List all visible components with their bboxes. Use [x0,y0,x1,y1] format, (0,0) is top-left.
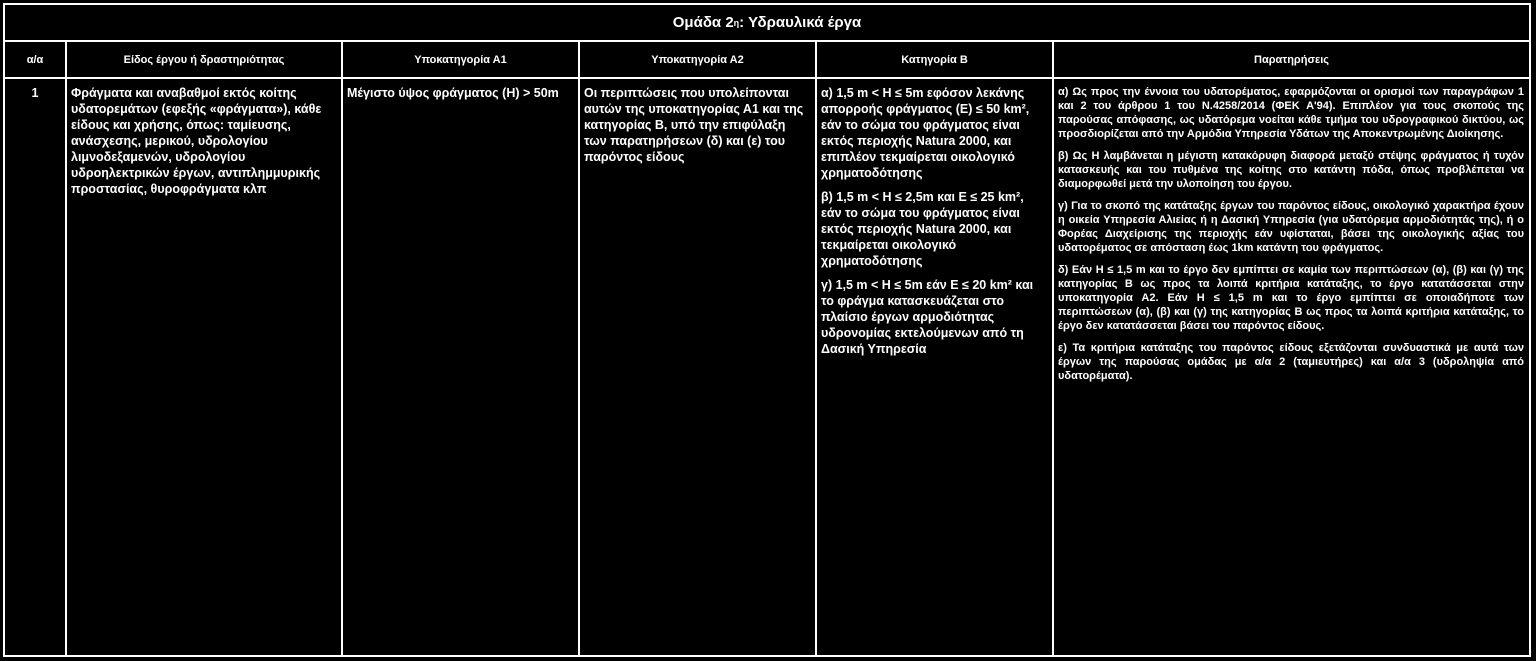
header-divider [5,77,1529,79]
document-title [5,5,1529,42]
col-divider [341,42,343,655]
col-divider [815,42,817,655]
title-main: Ομάδα 2 [672,14,734,31]
row-notes [1058,85,1524,391]
category-b-item: α) 1,5 m < H ≤ 5m εφόσον λεκάνης απορροής φράγματος (Ε) ≤ 50 km², εάν το σώμα του φράγματος είναι εκτός περιοχής Natura 2000, και επιπλέον τεκμαίρεται οικολογικό χρηματοδότησης [821,86,1030,180]
note-item: δ) Εάν Η ≤ 1,5 m και το έργο δεν εμπίπτει σε καμία των περιπτώσεων (α), (β) και (γ) της κατηγορίας Β ως προς τα λοιπά κριτήρια κατάταξης, το έργο κατατάσσεται στην υποκατηγορία Α2. Εάν Η ≤ 1,5 m και το έργο εμπίπτει σε οποιαδήποτε των περιπτώσεων (α), (β) και (γ) της κατηγορίας Β ως προς τα λοιπά κριτήρια κατάταξης, το έργο δεν κατατάσσεται βάσει του παρόντος είδους. [1058,264,1524,332]
header-index: α/α [26,54,44,66]
row-type: Φράγματα και αναβαθμοί εκτός κοίτης υδατορεμάτων (εφεξής «φράγματα»), κάθε είδους και χρήσης, όπως: ταμίευσης, ανάσχεσης, μερικού, υδρολογίου λιμνοδεξαμενών, υδρολογίου υδροηλεκτρικών έργων, αντιπλημμυρικής προστασίας, θυροφράγματα κλπ [71,86,322,196]
title-suffix: : Υδραυλικά έργα [739,14,862,31]
title-sup: η [733,17,740,28]
header-a2: Υποκατηγορία Α2 [651,54,744,66]
category-b-item: γ) 1,5 m < H ≤ 5m εάν Ε ≤ 20 km² και το φράγμα κατασκευάζεται στο πλαίσιο έργων αρμοδιότητας υδρονομίας εκτελούμενων από τη Δασική Υπηρεσία [821,278,1034,356]
category-b-item: β) 1,5 m < H ≤ 2,5m και Ε ≤ 25 km², εάν το σώμα του φράγματος είναι εκτός περιοχής Natura 2000, και τεκμαίρεται οικολογικό χρηματοδότησης [821,190,1024,268]
header-a1: Υποκατηγορία Α1 [414,54,507,66]
note-item: β) Ως Η λαμβάνεται η μέγιστη κατακόρυφη διαφορά μεταξύ στέψης φράγματος ή τυχόν κατασκευής και του πυθμένα της κοίτης στο κατάντη πόδα, όπως προβλέπεται να διαμορφωθεί μετά την υλοποίηση του έργου. [1058,150,1524,190]
row-a1: Μέγιστο ύψος φράγματος (Η) > 50m [347,86,559,100]
row-category-b [821,85,1047,365]
col-divider [65,42,67,655]
note-item: γ) Για το σκοπό της κατάταξης έργων του παρόντος είδους, οικολογικό χαρακτήρα έχουν η οικεία Υπηρεσία Αλιείας ή η Δασική Υπηρεσία (για υδατόρεμα αρμοδιότητάς της), ή ο Φορέας Διαχείρισης της περιοχής εάν υφίσταται, βάσει της οικολογικής αξίας του υδατορέματος σε απόσταση έως 1km κατάντη του φράγματος. [1058,200,1524,254]
note-item: α) Ως προς την έννοια του υδατορέματος, εφαρμόζονται οι ορισμοί των παραγράφων 1 και 2 του άρθρου 1 του Ν.4258/2014 (ΦΕΚ Α'94). Επιπλέον για τους σκοπούς της παρούσας απόφασης, ως υδατόρεμα νοείται κάθε τμήμα του υδρογραφικού δικτύου, ως προσδιορίζεται από την Αρμόδια Υπηρεσία Υδάτων της Αποκεντρωμένης Διοίκησης. [1058,86,1524,140]
table-frame [3,3,1531,657]
col-divider [578,42,580,655]
header-type: Είδος έργου ή δραστηριότητας [123,54,285,66]
header-b: Κατηγορία Β [901,54,968,66]
header-notes: Παρατηρήσεις [1254,54,1329,66]
row-a2: Οι περιπτώσεις που υπολείπονται αυτών της υποκατηγορίας Α1 και της κατηγορίας Β, υπό την επιφύλαξη των παρατηρήσεων (δ) και (ε) του παρόντος είδους [584,86,804,164]
row-index: 1 [31,86,39,100]
col-divider [1052,42,1054,655]
note-item: ε) Τα κριτήρια κατάταξης του παρόντος είδους εξετάζονται συνδυαστικά με αυτά των έργων της παρούσας ομάδας με α/α 2 (ταμιευτήρες) και α/α 3 (υδροληψία από υδατορέματα). [1058,342,1524,382]
